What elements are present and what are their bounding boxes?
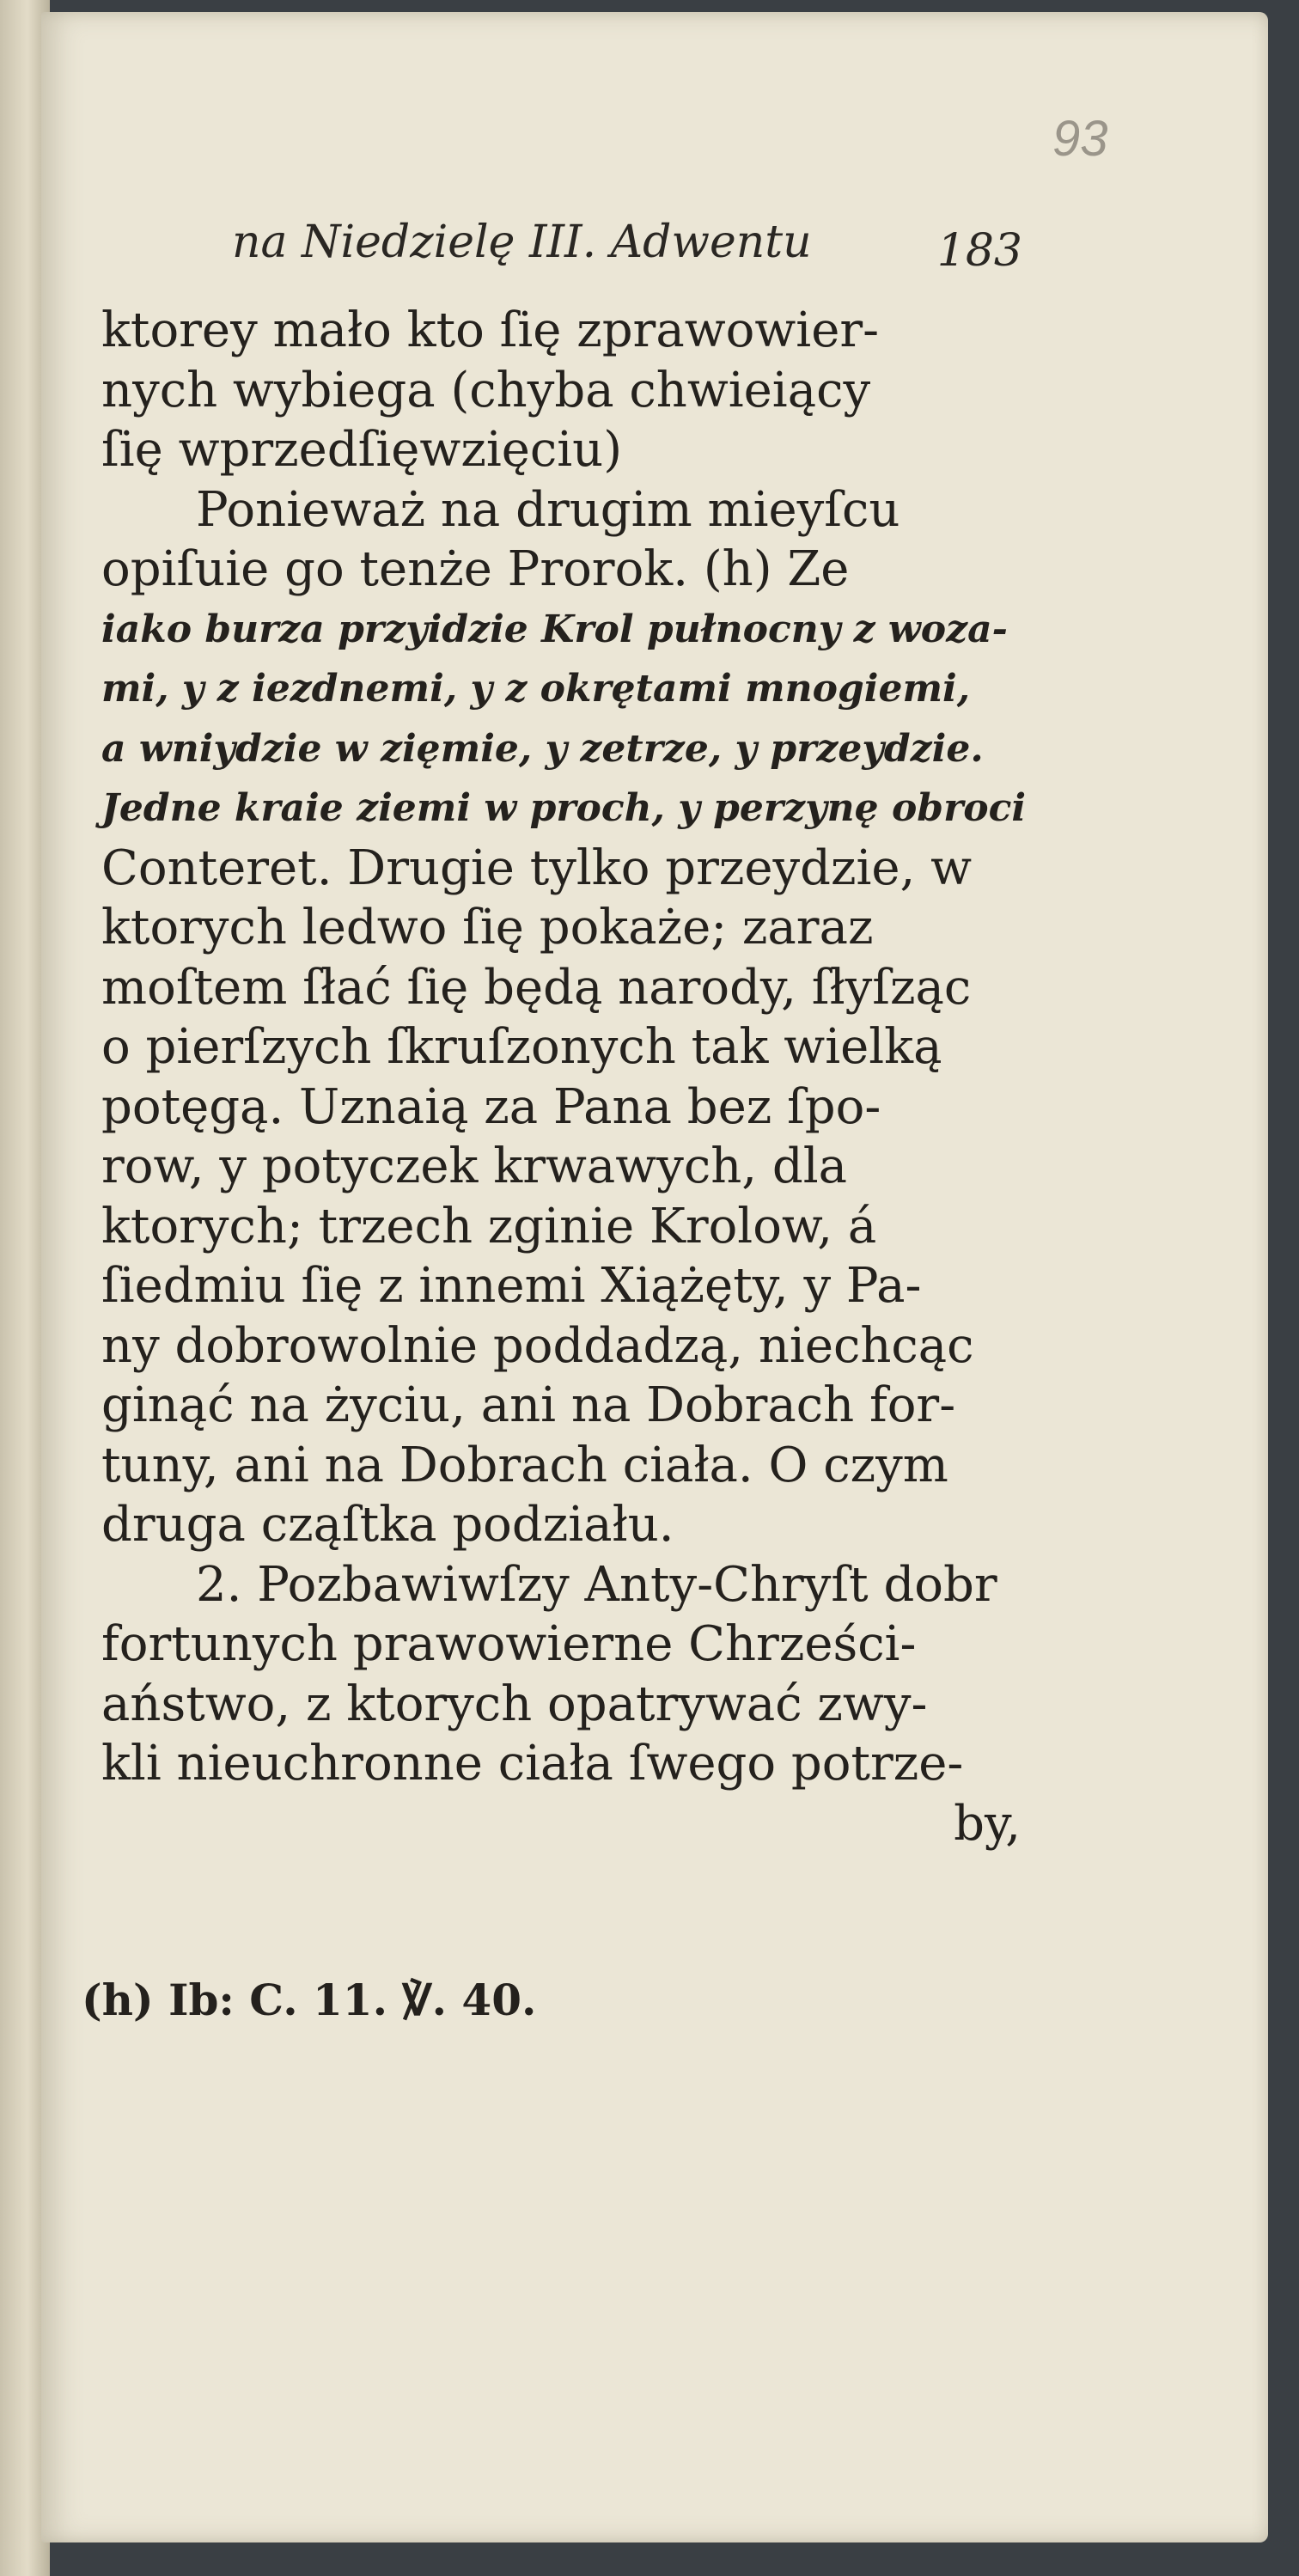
text-line: ktorey mało kto ſię zprawowier- — [101, 302, 880, 358]
text-line: ktorych ledwo ſię pokaże; zaraz — [101, 900, 874, 955]
text-line-italic: iako burza przyidzie Krol pułnocny z woza- — [101, 607, 1008, 651]
running-header — [232, 217, 1022, 285]
text-line: kli nieuchronne ciała ſwego potrze- — [101, 1736, 964, 1792]
text-line: ny dobrowolnie poddadzą, niechcąc — [101, 1317, 974, 1374]
text-line: row, y potyczek krwawych, dla — [101, 1138, 848, 1194]
folio-mark: 93 — [1052, 111, 1108, 167]
text-line: fortunych prawowierne Chrześci- — [101, 1616, 917, 1672]
text-line: Ponieważ na drugim mieyſcu — [196, 481, 900, 538]
text-line: moſtem ſłać ſię będą narody, ſłyſząc — [101, 959, 972, 1016]
text-line: ktorych; trzech zginie Krolow, á — [101, 1198, 877, 1254]
header-title: na Niedzielę III. Adwentu — [232, 217, 812, 268]
text-line: ſiedmiu ſię z innemi Xiążęty, y Pa- — [101, 1258, 922, 1314]
text-line-italic: a wniydzie w zięmie, y zetrze, y przeydzie. — [101, 726, 984, 771]
text-line: druga cząſtka podziału. — [101, 1497, 674, 1553]
text-line: Conteret. Drugie tylko przeydzie, w — [101, 839, 973, 896]
page-body — [101, 301, 1027, 1853]
text-line: ginąć na życiu, ani na Dobrach for- — [101, 1377, 956, 1433]
text-line: aństwo, z ktorych opatrywać zwy- — [101, 1676, 928, 1732]
page-number: 183 — [936, 225, 1022, 277]
text-line: opiſuie go tenże Prorok. (h) Ze — [101, 541, 850, 597]
text-line: 2. Pozbawiwſzy Anty-Chryſt dobr — [196, 1556, 997, 1613]
text-line: o pierſzych ſkruſzonych tak wielką — [101, 1019, 942, 1075]
text-line: ſię wprzedſięwzięciu) — [101, 422, 623, 478]
text-line: tuny, ani na Dobrach ciała. O czym — [101, 1437, 948, 1493]
text-line: nych wybiega (chyba chwieiący — [101, 362, 871, 418]
footnote: (h) Ib: C. 11. ℣. 40. — [82, 1975, 537, 2025]
text-line-catchword: by, — [954, 1795, 1021, 1852]
text-line-italic: Jedne kraie ziemi w proch, y perzynę obroci — [101, 786, 1027, 830]
text-line-italic: mi, y z iezdnemi, y z okrętami mnogiemi, — [101, 667, 971, 711]
text-line: potęgą. Uznaią za Pana bez ſpo- — [101, 1078, 881, 1135]
